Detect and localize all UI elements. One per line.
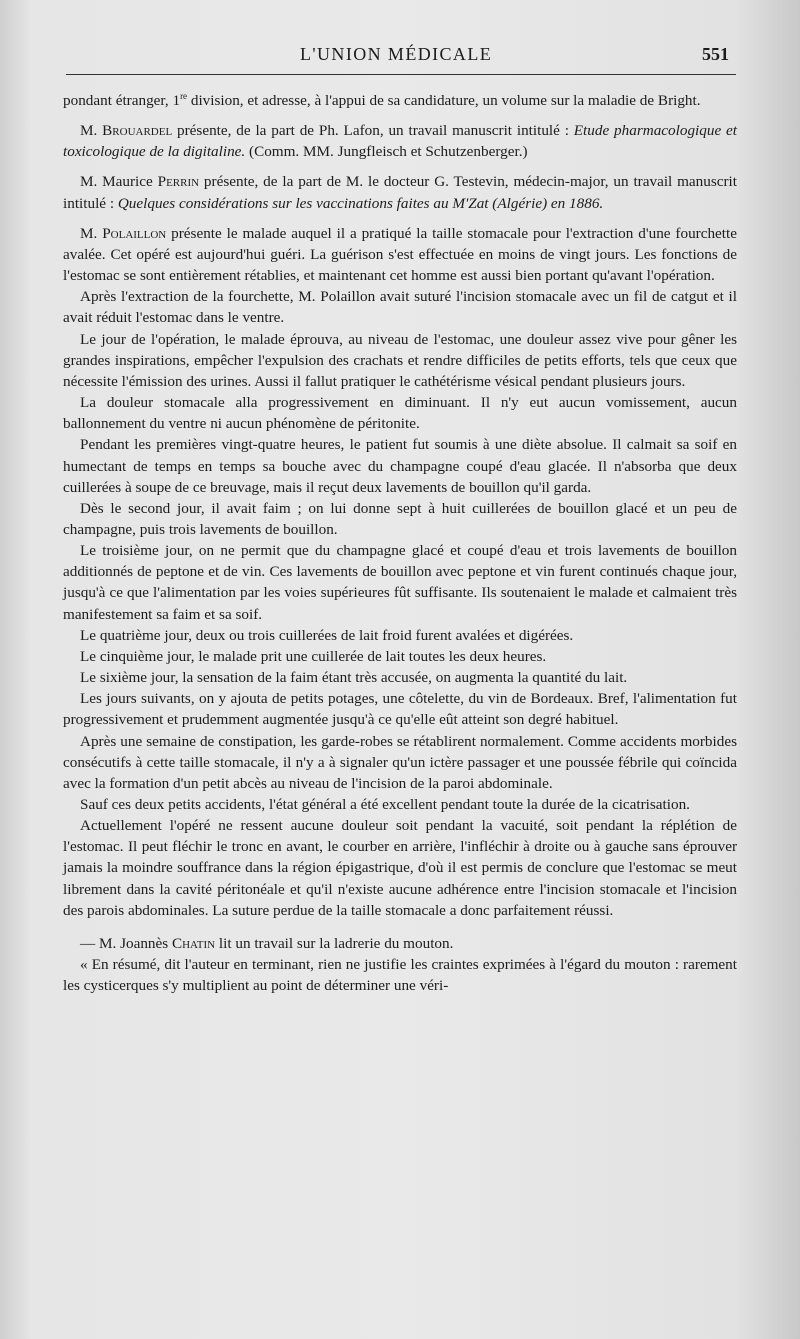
author-name: Brouardel: [102, 122, 173, 140]
page-number: 551: [702, 44, 729, 64]
paragraph-constipation: Après une semaine de constipation, les garde-robes se rétablirent normalement. Comme accidents morbides consécutifs à cette taille stomacale, il n'y a à signaler qu'un ictère passager et une poussée fébrile qui coïncida avec la formation d'un petit abcès au niveau de l'incision de la paroi abdominale.: [63, 732, 737, 792]
paragraph-douleur-jour-operation: Le jour de l'opération, le malade éprouva, au niveau de l'estomac, une douleur assez vive pour gêner les grandes inspirations, empêcher l'expulsion des crachats et rendre difficiles de petits efforts, tels que ceux que nécessite l'émission des urines. Aussi il fallut pratiquer le cathétérisme vésical pendant plusieurs jours.: [63, 330, 737, 390]
paragraph-sixieme-jour: Le sixième jour, la sensation de la faim étant très accusée, on augmenta la quantité du lait.: [80, 669, 628, 687]
paragraph-polaillon: M. Polaillon présente le malade auquel il a pratiqué la taille stomacale pour l'extraction d'une fourchette avalée. Cet opéré est aujourd'hui guéri. La guérison s'est effectuée en moins de vingt jours. Les fonctions de l'estomac se sont entièrement rétablies, et maintenant cet homme est aussi bien portant qu'avant l'opération.: [63, 224, 737, 285]
paragraph-quatrieme-jour: Le quatrième jour, deux ou trois cuillerées de lait froid furent avalées et digérées.: [80, 626, 574, 644]
paragraph-premieres-heures: Pendant les premières vingt-quatre heures, le patient fut soumis à une diète absolue. Il calmait sa soif en humectant de temps en temps sa bouche avec du champagne coupé d'eau glacée. Il n'absorba que deux cuillerées à soupe de ce breuvage, mais il reçut deux lavements de bouillon qu'il garda.: [63, 436, 737, 496]
author-name: Polaillon: [102, 224, 167, 242]
paragraph-resume: « En résumé, dit l'auteur en terminant, rien ne justifie les craintes exprimées à l'égard du mouton : rarement les cysticerques s'y multiplient au point de déterminer une véri-: [63, 956, 737, 995]
body-text: [63, 90, 737, 996]
running-title: L'UNION MÉDICALE: [300, 44, 493, 64]
paragraph-troisieme-jour: Le troisième jour, on ne permit que du champagne glacé et coupé d'eau et trois lavements de bouillon additionnés de peptone et de vin. Ces lavements de bouillon avec peptone et vin furent continués chaque jour, jusqu'à ce que l'alimentation par les voies supérieures fût suffisante. Ils soutenaient le malade et calmaient très manifestement sa faim et sa soif.: [63, 542, 737, 623]
paragraph-suture: Après l'extraction de la fourchette, M. Polaillon avait suturé l'incision stomacale avec un fil de catgut et il avait réduit l'estomac dans le ventre.: [63, 288, 737, 327]
paragraph-cinquieme-jour: Le cinquième jour, le malade prit une cuillerée de lait toutes les deux heures.: [80, 647, 547, 665]
paragraph-brouardel: M. Brouardel présente, de la part de Ph. Lafon, un travail manuscrit intitulé : Etude pharmacologique et toxicologique de la digitaline. (Comm. MM. Jungfleisch et Schutzenberger.): [63, 122, 737, 161]
work-title: Quelques considérations sur les vaccinations faites au M'Zat (Algérie) en 1886.: [117, 194, 604, 212]
paragraph-actuellement: Actuellement l'opéré ne ressent aucune douleur soit pendant la vacuité, soit pendant la réplétion de l'estomac. Il peut fléchir le tronc en avant, le courber en arrière, l'infléchir à droite ou à gauche sans éprouver jamais la moindre souffrance dans la région épigastrique, d'où il est permis de conclure que l'estomac se meut librement dans la cavité péritonéale et qu'il n'existe aucune adhérence entre l'incision stomacale et l'incision des parois abdominales. La suture perdue de la taille stomacale a donc parfaitement réussi.: [63, 817, 737, 919]
paragraph-perrin: M. Maurice Perrin présente, de la part de M. le docteur G. Testevin, médecin-major, un travail manuscrit intitulé : Quelques considérations sur les vaccinations faites au M'Zat (Algérie) en 1886.: [63, 173, 737, 212]
work-title: Etude pharmacologique et toxicologique de la digitaline.: [63, 122, 737, 161]
paragraph-douleur-stomacale: La douleur stomacale alla progressivement en diminuant. Il n'y eut aucun vomissement, aucun ballonnement du ventre ni aucun phénomène de péritonite.: [63, 394, 737, 433]
running-header: [0, 44, 800, 70]
paragraph-candidature: pondant étranger, 1re division, et adresse, à l'appui de sa candidature, un volume sur la maladie de Bright.: [63, 90, 701, 109]
superscript-ordinal: re: [180, 90, 188, 101]
author-name: Perrin: [157, 173, 200, 191]
header-rule: [66, 74, 736, 75]
paragraph-second-jour: Dès le second jour, il avait faim ; on lui donne sept à huit cuillerées de bouillon glacé et un peu de champagne, puis trois lavements de bouillon.: [63, 499, 737, 538]
paragraph-accidents: Sauf ces deux petits accidents, l'état général a été excellent pendant toute la durée de la cicatrisation.: [80, 796, 690, 813]
paragraph-jours-suivants: Les jours suivants, on y ajouta de petits potages, une côtelette, du vin de Bordeaux. Bref, l'alimentation fut progressivement et prudemment augmentée jusqu'à ce qu'elle eût atteint son degré habituel.: [63, 690, 737, 729]
author-name: Chatin: [171, 934, 216, 952]
paragraph-chatin: — M. Joannès Chatin lit un travail sur la ladrerie du mouton.: [80, 934, 454, 952]
